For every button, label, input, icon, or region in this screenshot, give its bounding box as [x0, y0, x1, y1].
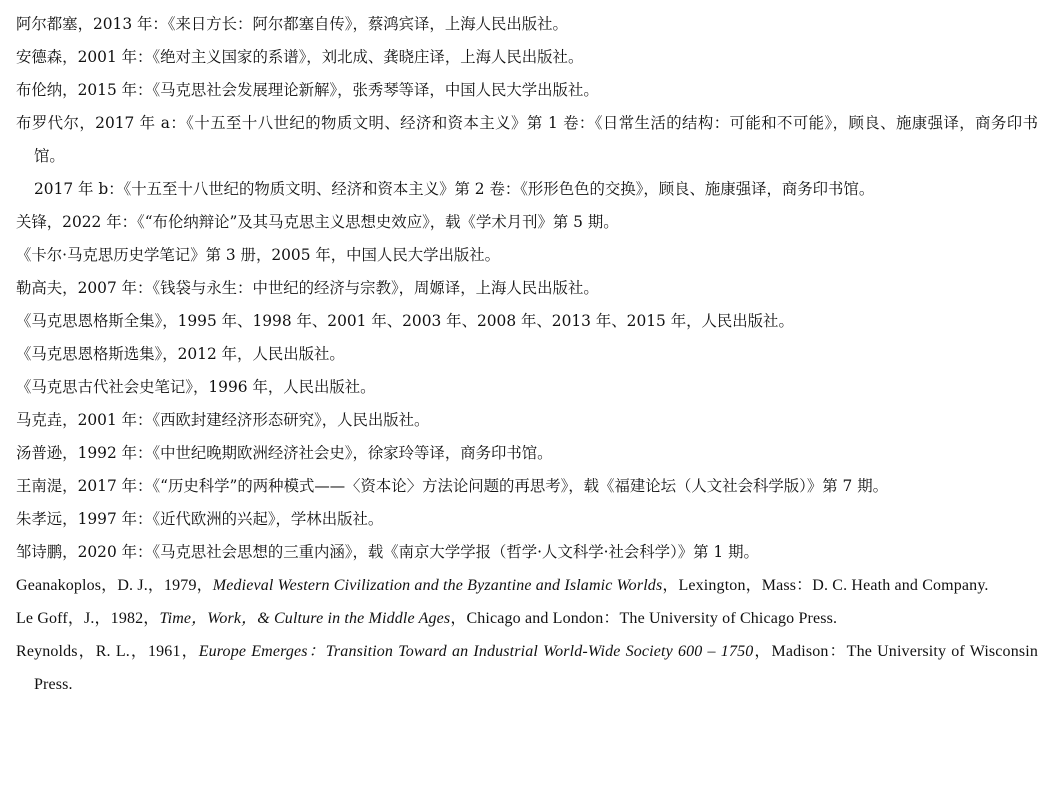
reference-entry: 马克垚，2001 年：《西欧封建经济形态研究》，人民出版社。	[16, 411, 430, 429]
reference-entry: 布伦纳，2015 年：《马克思社会发展理论新解》，张秀琴等译，中国人民大学出版社。	[16, 81, 599, 99]
reference-entry: 安德森，2001 年：《绝对主义国家的系谱》，刘北成、龚晓庄译，上海人民出版社。	[16, 48, 584, 66]
reference-entry: 朱孝远，1997 年：《近代欧洲的兴起》，学林出版社。	[16, 510, 384, 528]
reference-entry-latin	[16, 602, 1038, 635]
reference-entry-continued: 2017 年 b：《十五至十八世纪的物质文明、经济和资本主义》第 2 卷：《形形色色的交换》，顾良、施康强译，商务印书馆。	[34, 180, 875, 198]
reference-publisher: ，Madison：The University of Wisconsin Press.	[34, 643, 1038, 693]
reference-title: Medieval Western Civilization and the Byzantine and Islamic Worlds	[212, 577, 663, 594]
reference-entry-latin	[16, 635, 1038, 701]
reference-entry: 《马克思古代社会史笔记》，1996 年，人民出版社。	[16, 378, 376, 396]
reference-author-year: Geanakoplos，D. J.，1979，	[16, 577, 213, 594]
reference-entry-latin	[16, 569, 1038, 602]
reference-entry: 邹诗鹏，2020 年：《马克思社会思想的三重内涵》，载《南京大学学报（哲学·人文科学·社会科学）》第 1 期。	[16, 543, 759, 561]
reference-author-year: Le Goff，J.，1982，	[16, 610, 160, 627]
reference-entry: 《马克思恩格斯选集》，2012 年，人民出版社。	[16, 345, 345, 363]
reference-entry: 勒高夫，2007 年：《钱袋与永生：中世纪的经济与宗教》，周嫄译，上海人民出版社。	[16, 279, 599, 297]
reference-entry: 汤普逊，1992 年：《中世纪晚期欧洲经济社会史》，徐家玲等译，商务印书馆。	[16, 444, 553, 462]
reference-title: Europe Emerges：Transition Toward an Industrial World-Wide Society 600 – 1750	[198, 643, 754, 660]
reference-entry: 王南湜，2017 年：《“历史科学”的两种模式——〈资本论〉方法论问题的再思考》，载《福建论坛（人文社会科学版）》第 7 期。	[16, 477, 888, 495]
reference-title: Time，Work，& Culture in the Middle Ages	[159, 610, 451, 627]
reference-author-year: Reynolds，R. L.，1961，	[16, 643, 199, 660]
reference-publisher: ，Lexington，Mass：D. C. Heath and Company.	[662, 577, 989, 594]
reference-entry: 《马克思恩格斯全集》，1995 年、1998 年、2001 年、2003 年、2008 年、2013 年、2015 年，人民出版社。	[16, 312, 794, 330]
reference-entry: 布罗代尔，2017 年 a：《十五至十八世纪的物质文明、经济和资本主义》第 1 卷：《日常生活的结构：可能和不可能》，顾良、施康强译，商务印书馆。	[16, 114, 1038, 165]
reference-entry: 《卡尔·马克思历史学笔记》第 3 册，2005 年，中国人民大学出版社。	[16, 246, 501, 264]
reference-publisher: ，Chicago and London：The University of Chicago Press.	[450, 610, 838, 627]
reference-entry: 关锋，2022 年：《“布伦纳辩论”及其马克思主义思想史效应》，载《学术月刊》第 5 期。	[16, 213, 619, 231]
reference-list	[16, 8, 1038, 701]
reference-entry: 阿尔都塞，2013 年：《来日方长：阿尔都塞自传》，蔡鸿宾译，上海人民出版社。	[16, 15, 568, 33]
